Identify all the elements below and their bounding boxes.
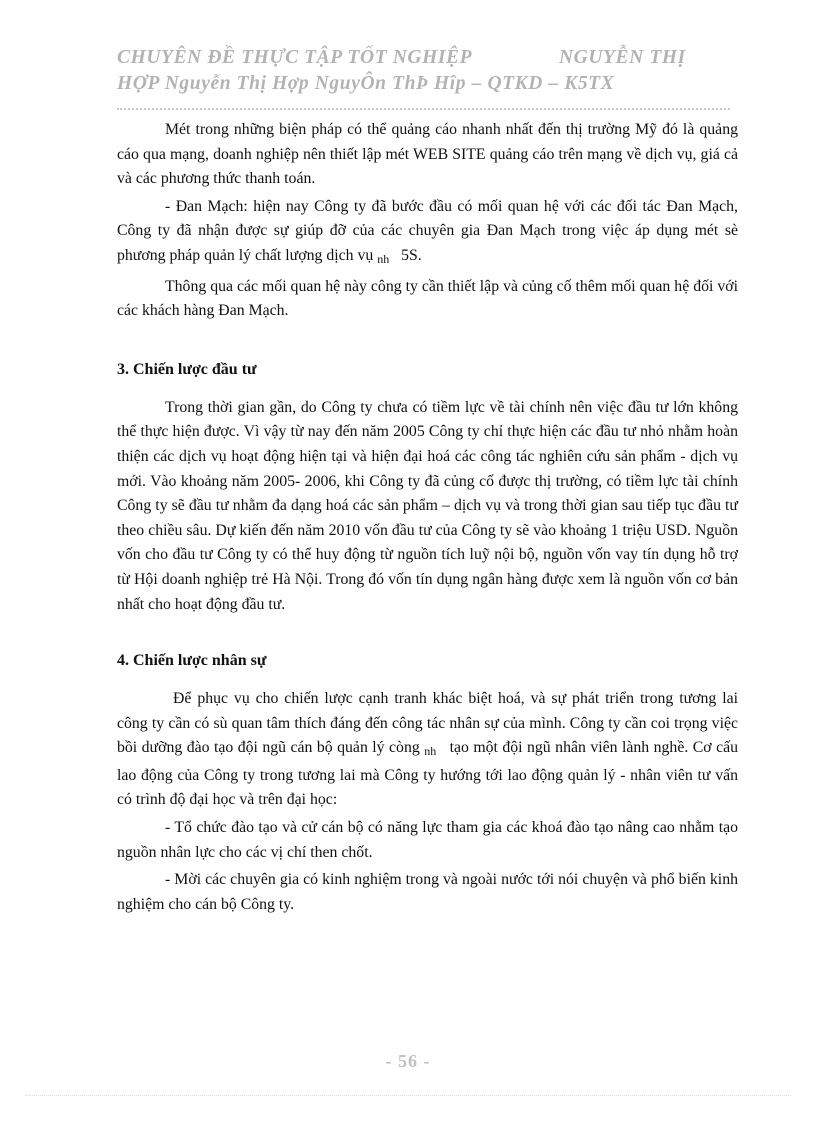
- footer-divider: [25, 1095, 791, 1096]
- header-divider: [117, 108, 730, 110]
- paragraph-training: - Tổ chức đào tạo và cử cán bộ có năng lực tham gia các khoá đào tạo nâng cao nhằm tạo nguồn nhân lực cho các vị chí then chốt.: [117, 819, 738, 861]
- stray-subscript-2: nh: [424, 744, 437, 759]
- stray-subscript: nh: [377, 251, 390, 266]
- paragraph-denmark: [117, 195, 738, 272]
- header-line-1: [117, 47, 686, 69]
- paragraph-denmark-end: 5S.: [401, 246, 422, 264]
- paragraph-investment: Trong thời gian gần, do Công ty chưa có tiềm lực về tài chính nên việc đầu tư lớn không thể thực hiện được. Vì vậy từ nay đến năm 2005 Công ty chỉ thực hiện các đầu tư nhỏ nhằm hoàn thiện các dịch vụ hoạt động hiện tại và hiện đại hoá các công tác nghiên cứu sản phẩm - dịch vụ mới. Vào khoảng năm 2005- 2006, khi Công ty đã củng cố được thị trường, có tiềm lực tài chính Công ty sẽ đầu tư nhằm đa dạng hoá các sản phẩm – dịch vụ và trong thời gian sau tiếp tục đầu tư theo chiều sâu. Dự kiến đến năm 2010 vốn đầu tư của Công ty sẽ vào khoảng 1 triệu USD. Nguồn vốn cho đầu tư Công ty có thể huy động từ nguồn tích luỹ nội bộ, nguồn vốn vay tín dụng hỗ trợ từ Hội doanh nghiệp trẻ Hà Nội. Trong đó vốn tín dụng ngân hàng được xem là nguồn vốn cơ bản nhất cho hoạt động đầu tư.: [117, 398, 738, 613]
- header-title: CHUYÊN ĐỀ THỰC TẬP TỐT NGHIỆP: [117, 47, 473, 68]
- paragraph-usa-marketing: Mét trong những biện pháp có thể quảng cáo nhanh nhất đến thị trường Mỹ đó là quảng cáo qua mạng, doanh nghiệp nên thiết lập mét WEB SITE quảng cáo trên mạng về dịch vụ, giá cả và các phương thức thanh toán.: [117, 121, 738, 188]
- section-heading-personnel: 4. Chiến lược nhân sự: [117, 652, 267, 670]
- page-number: - 56 -: [385, 1051, 431, 1071]
- page-body: [117, 118, 738, 917]
- paragraph-relations: Thông qua các mối quan hệ này công ty cần thiết lập và củng cố thêm mối quan hệ đối với các khách hàng Đan Mạch.: [117, 277, 738, 320]
- header-author-part: NGUYỄN THỊ: [559, 47, 686, 68]
- paragraph-denmark-text: - Đan Mạch: hiện nay Công ty đã bước đầu có mối quan hệ với các đối tác Đan Mạch, Công ty đã nhận được sự giúp đỡ của các chuyên gia Đan Mạch trong việc áp dụng mét sè phương pháp quản lý chất lượng dịch vụ: [117, 197, 738, 264]
- paragraph-experts: - Mời các chuyên gia có kinh nghiệm trong và ngoài nước tới nói chuyện và phổ biến kinh nghiệm cho cán bộ Công ty.: [117, 871, 738, 913]
- paragraph-personnel-text: Để phục vụ cho chiến lược cạnh tranh khác biệt hoá, và sự phát triển trong tương lai công ty cần có sù quan tâm thích đáng đến công tác nhân sự của mình. Công ty cần coi trọng việc bồi dưỡng đào tạo đội ngũ cán bộ quản lý còng: [117, 690, 738, 757]
- paragraph-personnel: [117, 687, 738, 813]
- paragraph-personnel-end: tạo một đội ngũ nhân viên lành nghề. Cơ cấu lao động của Công ty trong tương lai mà Công ty hướng tới lao động quản lý - nhân viên tư vấn có trình độ đại học và trên đại học:: [117, 739, 739, 809]
- header-line-2: HỢP Nguyễn Thị Hợp NguyÔn ThÞ Hîp – QTKD – K5TX: [117, 73, 615, 94]
- section-heading-investment: 3. Chiến lược đầu tư: [117, 360, 257, 378]
